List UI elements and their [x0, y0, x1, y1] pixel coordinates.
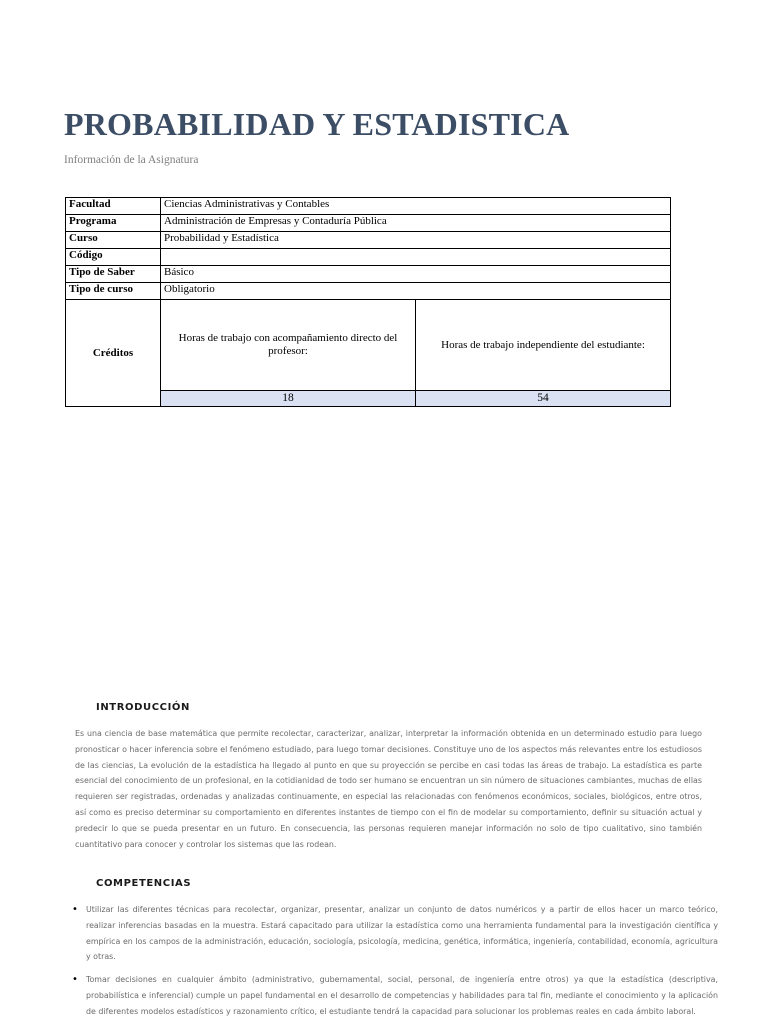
page-subtitle: Información de la Asignatura — [64, 154, 199, 166]
horas-independiente-header: Horas de trabajo independiente del estudiante: — [416, 300, 671, 391]
row-value-tipo-saber: Básico — [161, 266, 671, 283]
course-info-table — [65, 197, 671, 407]
table-row — [66, 283, 671, 300]
row-label-codigo: Código — [66, 249, 161, 266]
page-title: PROBABILIDAD Y ESTADISTICA — [64, 106, 570, 142]
bullet-icon: • — [72, 974, 78, 986]
row-label-tipo-saber: Tipo de Saber — [66, 266, 161, 283]
table-row — [66, 215, 671, 232]
row-value-codigo — [161, 249, 671, 266]
row-label-tipo-curso: Tipo de curso — [66, 283, 161, 300]
row-value-curso: Probabilidad y Estadística — [161, 232, 671, 249]
horas-profesor-header: Horas de trabajo con acompañamiento directo del profesor: — [161, 300, 416, 391]
table-row — [66, 266, 671, 283]
creditos-label: Créditos — [66, 300, 161, 407]
introduccion-text: Es una ciencia de base matemática que permite recolectar, caracterizar, analizar, interpretar la información obtenida en un determinado estudio para luego pronosticar o hacer inferencia sobre el fenómeno estudiado, para luego tomar decisiones. Constituye uno de los aspectos más relevantes entre los estudiosos de las ciencias, La evolución de la estadística ha llegado al punto en que su proyección se percibe en casi todas las áreas de trabajo. La estadística es parte esencial del conocimiento de un profesional, en la cotidianidad de todo ser humano se encuentran un sin número de situaciones cambiantes, muchas de ellas requieren ser registradas, ordenadas y analizadas continuamente, en especial las relacionadas con fenómenos económicos, sociales, biológicos, entre otros, así como es preciso determinar su comportamiento en diferentes instantes de tiempo con el fin de modelar su comportamiento, definir su situación actual y predecir lo que se pueda presentar en un futuro. En consecuencia, las personas requieren manejar información no solo de tipo cualitativo, sino también cuantitativo para conocer y controlar los sistemas que las rodean. — [75, 729, 702, 849]
row-label-curso: Curso — [66, 232, 161, 249]
row-label-facultad: Facultad — [66, 198, 161, 215]
table-row — [66, 232, 671, 249]
table-row — [66, 198, 671, 215]
creditos-row — [66, 300, 671, 391]
competencias-heading: COMPETENCIAS — [96, 878, 192, 889]
competencia-text: Tomar decisiones en cualquier ámbito (administrativo, gubernamental, social, personal, de ingeniería entre otros) ya que la estadística (descriptiva, probabilística e inferencial) cumple un papel fundamental en el desarrollo de competencias y habilidades para tal fin, mediante el conocimiento y la aplicación de diferentes modelos estadísticos y razonamiento crítico, el estudiante tendrá la capacidad para solucionar los problemas reales en cada ámbito laboral. — [86, 975, 718, 1016]
bullet-icon: • — [72, 904, 78, 915]
horas-independiente-value: 54 — [416, 391, 671, 407]
row-value-tipo-curso: Obligatorio — [161, 283, 671, 300]
row-value-programa: Administración de Empresas y Contaduría Pública — [161, 215, 671, 232]
competencia-text: Utilizar las diferentes técnicas para recolectar, organizar, presentar, analizar un conjunto de datos numéricos y a partir de ellos hacer un marco teórico, realizar inferencias basadas en la muestra. Estará capacitado para utilizar la estadística como una herramienta fundamental para la investigación científica y empírica en los campos de la administración, educación, sociología, psicología, medicina, genética, informática, ingeniería, contabilidad, economía, agricultura y otras. — [86, 905, 718, 962]
introduccion-heading: INTRODUCCIÓN — [96, 702, 191, 713]
horas-profesor-value: 18 — [161, 391, 416, 407]
list-item — [72, 902, 718, 965]
competencias-list — [70, 902, 718, 1027]
row-value-facultad: Ciencias Administrativas y Contables — [161, 198, 671, 215]
table-row — [66, 249, 671, 266]
list-item — [72, 972, 718, 1019]
row-label-programa: Programa — [66, 215, 161, 232]
